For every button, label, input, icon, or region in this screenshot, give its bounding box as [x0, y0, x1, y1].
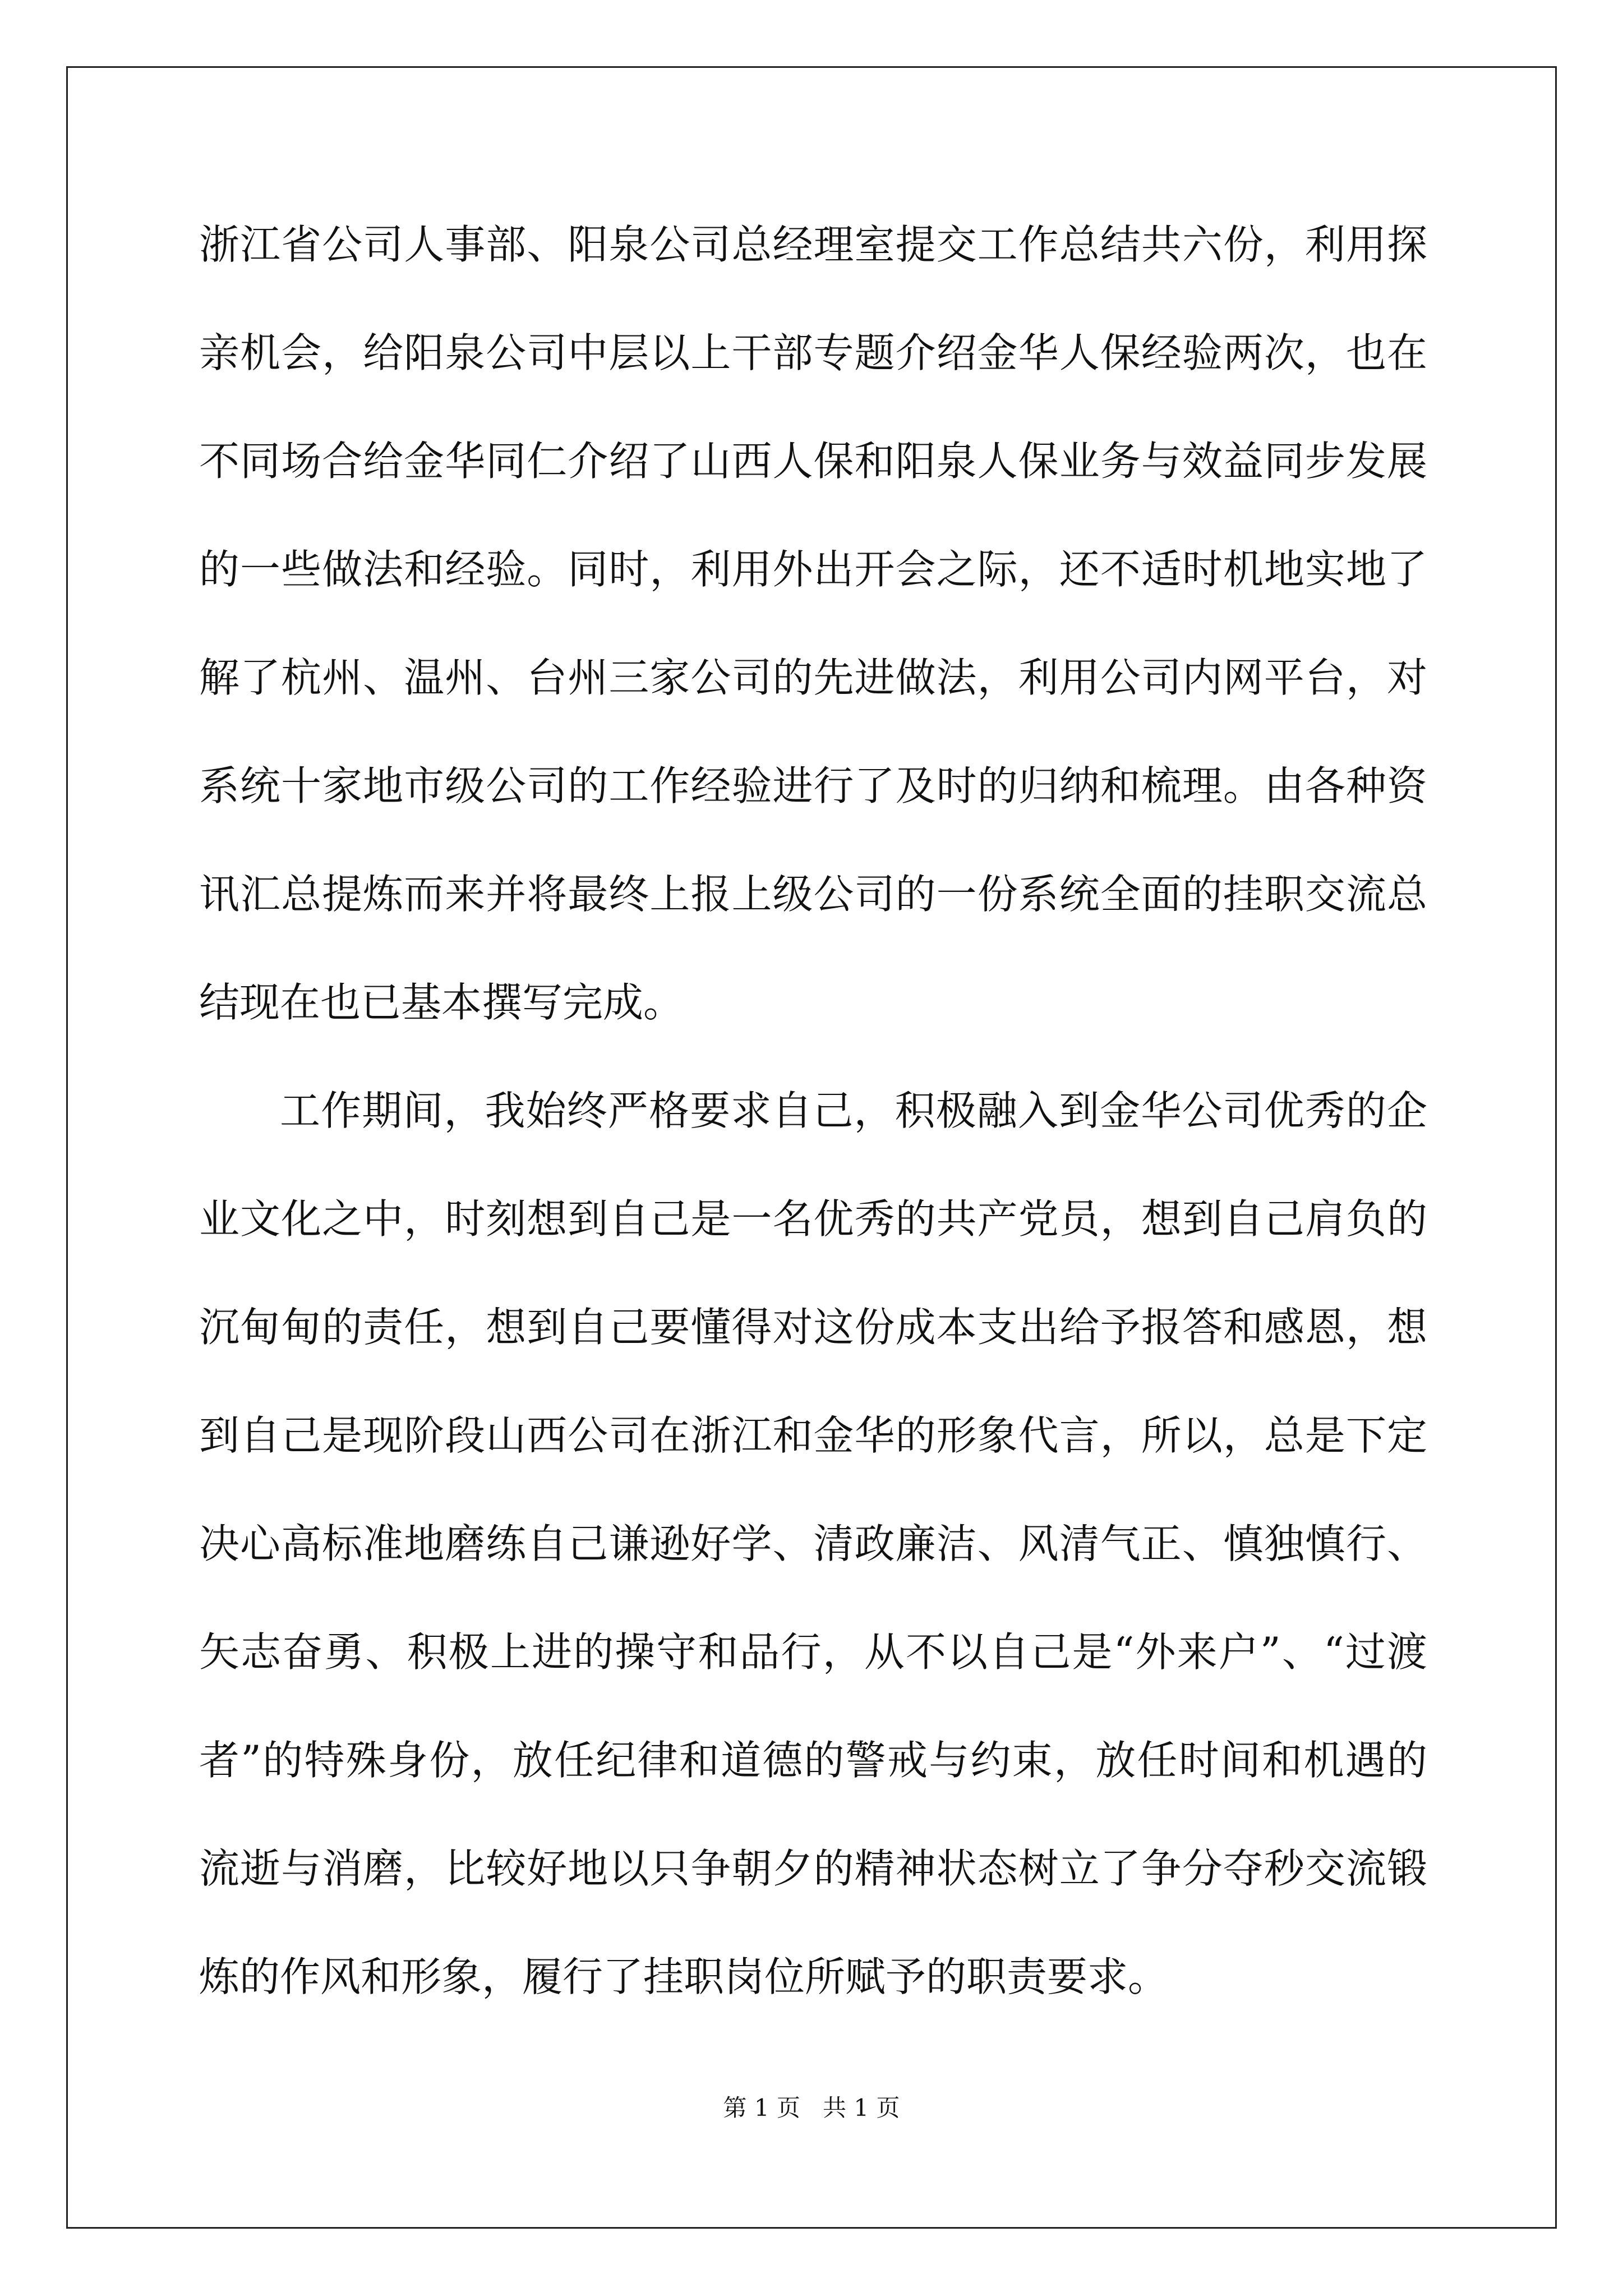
- page-footer: 第 1 页 共 1 页: [723, 2094, 900, 2122]
- text-line: 结现在也已基本撰写完成。: [199, 979, 684, 1026]
- paragraph-2: [199, 1057, 1427, 2031]
- text-line: 不同场合给金华同仁介绍了山西人保和阳泉人保业务与效益同步发展: [199, 438, 1427, 485]
- text-line: 解了杭州、温州、台州三家公司的先进做法，利用公司内网平台，对: [199, 654, 1427, 701]
- text-line: 到自己是现阶段山西公司在浙江和金华的形象代言，所以，总是下定: [199, 1412, 1427, 1459]
- text-line: 者”的特殊身份，放任纪律和道德的警戒与约束，放任时间和机遇的: [199, 1737, 1427, 1784]
- document-body: [199, 191, 1427, 2031]
- text-line: 浙江省公司人事部、阳泉公司总经理室提交工作总结共六份，利用探: [199, 221, 1427, 268]
- text-line: 沉甸甸的责任，想到自己要懂得对这份成本支出给予报答和感恩，想: [199, 1304, 1427, 1351]
- text-line: 流逝与消磨，比较好地以只争朝夕的精神状态树立了争分夺秒交流锻: [199, 1845, 1427, 1892]
- text-line: 讯汇总提炼而来并将最终上报上级公司的一份系统全面的挂职交流总: [199, 871, 1427, 918]
- text-line: 业文化之中，时刻想到自己是一名优秀的共产党员，想到自己肩负的: [199, 1195, 1427, 1243]
- text-line: 的一些做法和经验。同时，利用外出开会之际，还不适时机地实地了: [199, 546, 1427, 593]
- text-line: 炼的作风和形象，履行了挂职岗位所赋予的职责要求。: [199, 1953, 1169, 2000]
- text-line: 决心高标准地磨练自己谦逊好学、清政廉洁、风清气正、慎独慎行、: [199, 1520, 1427, 1567]
- text-line: 亲机会，给阳泉公司中层以上干部专题介绍金华人保经验两次，也在: [199, 329, 1427, 376]
- text-line: 矢志奋勇、积极上进的操守和品行，从不以自己是“外来户”、“过渡: [199, 1628, 1427, 1676]
- paragraph-1: [199, 191, 1427, 1057]
- text-line: 工作期间，我始终严格要求自己，积极融入到金华公司优秀的企: [280, 1087, 1427, 1134]
- text-line: 系统十家地市级公司的工作经验进行了及时的归纳和梳理。由各种资: [199, 762, 1427, 809]
